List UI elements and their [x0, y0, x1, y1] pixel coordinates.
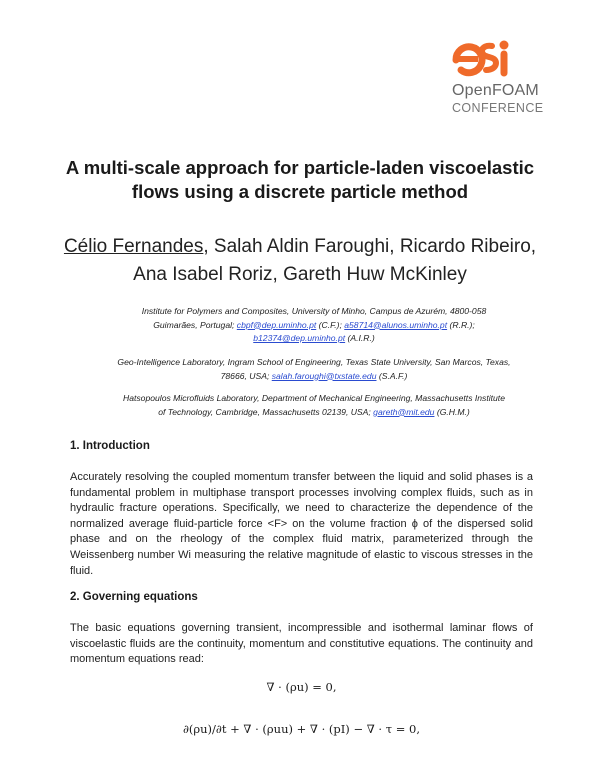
logo-line-openfoam: OpenFOAM: [452, 82, 539, 99]
affiliation-2-line-1: Geo-Intelligence Laboratory, Ingram School of Engineering, Texas State University, San Marcos, Texas,: [117, 357, 511, 367]
corresponding-author: Célio Fernandes: [63, 236, 204, 257]
affiliation-1: [104, 305, 524, 346]
continuity-equation: ∇ · (ρu) = 0,: [266, 680, 337, 694]
affiliation-1-line-3: [104, 332, 524, 346]
introduction-paragraph: Accurately resolving the coupled momentum transfer between the liquid and solid phases is a fundamental problem in multiphase transport processes involving complex fluids, such as in hydraulic fracture operations. Specifically, we need to characterize the dependence of the normalized average fluid-particle force <F> on the volume fraction ϕ of the dispersed solid phase and on the rheology of the complex fluid matrix, parameterized through the Weissenberg number Wi measuring the relative magnitude of elastic to viscous stresses in the fluid.: [70, 471, 533, 577]
affiliation-2-line-2: [104, 370, 524, 384]
affiliation-1-initials-rr: (R.R.);: [447, 319, 475, 330]
affiliation-3-initials: (G.H.M.): [434, 406, 470, 417]
esi-logo-mark: [452, 40, 534, 78]
email-link-air[interactable]: b12374@dep.uminho.pt: [253, 333, 346, 343]
affiliation-1-line-2: [104, 319, 524, 333]
title-line-2: flows using a discrete particle method: [131, 181, 469, 202]
section-heading-governing-equations: 2. Governing equations: [70, 591, 198, 603]
momentum-equation: ∂(ρu)/∂t + ∇ · (ρuu) + ∇ · (pI) − ∇ · τ = 0,: [182, 722, 421, 736]
title-line-1: A multi-scale approach for particle-laden viscoelastic: [65, 157, 535, 178]
conference-logo: [452, 40, 542, 115]
email-link-cf[interactable]: cbpf@dep.uminho.pt: [236, 319, 317, 330]
paper-title: [40, 156, 560, 204]
logo-line-conference: CONFERENCE: [452, 101, 544, 115]
governing-equations-paragraph: The basic equations governing transient, incompressible and isothermal laminar flows of viscoelastic fluids are the continuity, momentum and constitutive equations. The continuity and momentum equations read:: [70, 622, 533, 666]
affiliation-3-location: of Technology, Cambridge, Massachusetts 02139, USA;: [158, 406, 374, 417]
section-heading-introduction: 1. Introduction: [70, 440, 150, 452]
affiliation-3-line-1: Hatsopoulos Microfluids Laboratory, Department of Mechanical Engineering, Massachusetts Institute: [123, 393, 505, 403]
affiliation-2: [104, 356, 524, 383]
affiliation-1-line-1: Institute for Polymers and Composites, University of Minho, Campus de Azurém, 4800-058: [141, 306, 487, 316]
affiliation-1-initials-air: (A.I.R.): [345, 333, 375, 343]
email-link-ghm[interactable]: gareth@mit.edu: [373, 406, 435, 417]
authors-line-1: , Salah Aldin Faroughi, Ricardo Ribeiro,: [203, 236, 537, 257]
email-link-rr[interactable]: a58714@alunos.uminho.pt: [344, 319, 448, 330]
email-link-saf[interactable]: salah.faroughi@txstate.edu: [271, 370, 377, 381]
affiliation-1-initials-cf: (C.F.);: [316, 319, 345, 330]
authors-line-2: Ana Isabel Roriz, Gareth Huw McKinley: [133, 264, 467, 285]
affiliation-2-location: 78666, USA;: [220, 370, 272, 381]
affiliation-3-line-2: [104, 406, 524, 420]
affiliation-1-location: Guimarães, Portugal;: [153, 319, 237, 330]
affiliation-3: [104, 392, 524, 419]
affiliation-2-initials: (S.A.F.): [376, 370, 408, 381]
author-list: [40, 233, 560, 289]
